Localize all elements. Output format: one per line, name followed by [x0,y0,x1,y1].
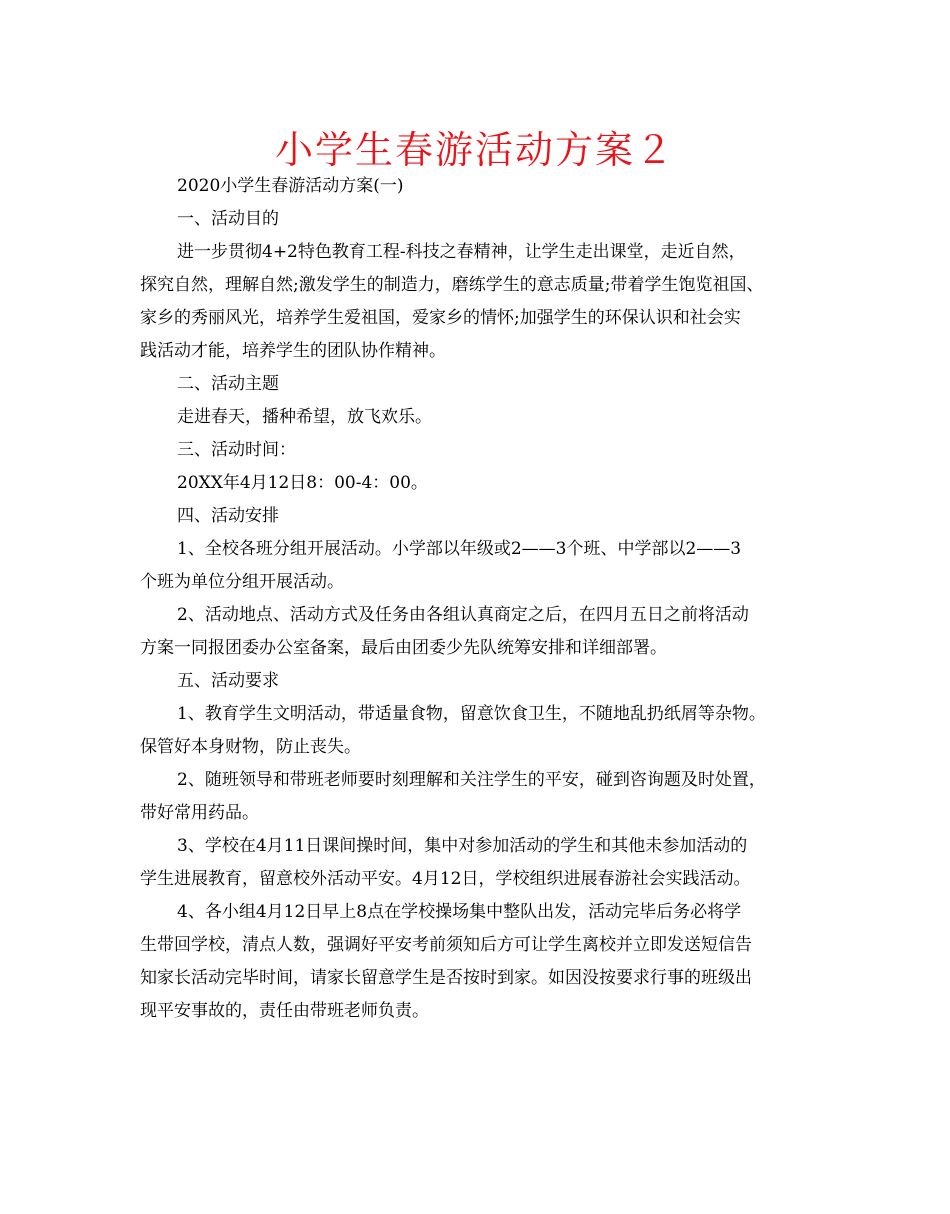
text-line: 个班为单位分组开展活动。 [140,572,344,592]
text-line: 家乡的秀丽风光，培养学生爱祖国，爱家乡的情怀;加强学生的环保认识和社会实 [140,308,741,328]
text-line: 20XX年4月12日8：00-4：00。 [177,473,428,493]
text-line: 一、活动目的 [177,209,279,229]
text-line: 学生进展教育，留意校外活动平安。4月12日，学校组织进展春游社会实践活动。 [140,869,751,889]
text-line: 走进春天，播种希望，放飞欢乐。 [177,407,432,427]
text-line: 探究自然，理解自然;激发学生的制造力，磨练学生的意志质量;带着学生饱览祖国、 [140,275,764,295]
text-line: 带好常用药品。 [140,803,259,823]
text-line: 五、活动要求 [177,671,279,691]
document-title: 小学生春游活动方案２ [274,128,675,172]
text-line: 2、活动地点、活动方式及任务由各组认真商定之后，在四月五日之前将活动 [177,605,749,625]
text-line: 2020小学生春游活动方案(一) [177,176,404,196]
text-line: 现平安事故的，责任由带班老师负责。 [140,1001,429,1021]
text-line: 1、教育学生文明活动，带适量食物，留意饮食卫生，不随地乱扔纸屑等杂物。 [177,704,766,724]
text-line: 方案一同报团委办公室备案，最后由团委少先队统筹安排和详细部署。 [140,638,667,658]
text-line: 2、随班领导和带班老师要时刻理解和关注学生的平安，碰到咨询题及时处置， [177,770,766,790]
text-line: 1、全校各班分组开展活动。小学部以年级或2——3个班、中学部以2——3 [177,539,742,559]
text-line: 三、活动时间： [177,440,296,460]
text-line: 3、学校在4月11日课间操时间，集中对参加活动的学生和其他未参加活动的 [177,836,748,856]
text-line: 4、各小组4月12日早上8点在学校操场集中整队出发，活动完毕后务必将学 [177,902,742,922]
text-line: 生带回学校，清点人数，强调好平安考前须知后方可让学生离校并立即发送短信告 [140,935,752,955]
text-line: 保管好本身财物，防止丧失。 [140,737,361,757]
document-body [140,170,830,1028]
text-line: 二、活动主题 [177,374,279,394]
text-line: 进一步贯彻4+2特色教育工程-科技之春精神，让学生走出课堂，走近自然， [177,242,746,262]
text-line: 四、活动安排 [177,506,279,526]
text-line: 知家长活动完毕时间，请家长留意学生是否按时到家。如因没按要求行事的班级出 [140,968,752,988]
text-line: 践活动才能，培养学生的团队协作精神。 [140,341,446,361]
